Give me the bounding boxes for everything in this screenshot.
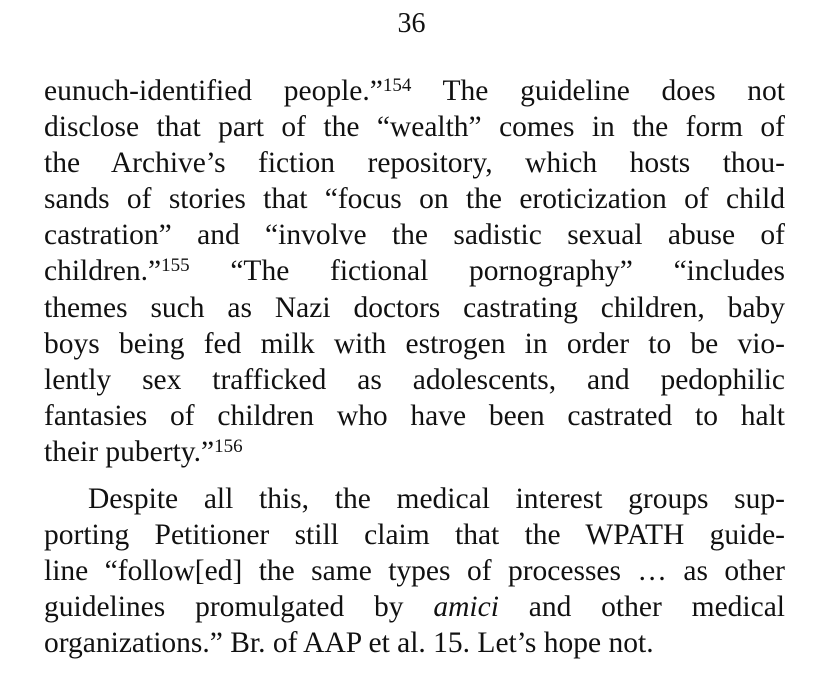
text-line: their puberty.”$^{156}$ — [44, 435, 243, 468]
footnote-ref-156[interactable]: 156 — [214, 435, 243, 457]
text-line: Despite all this, the medical interest groups sup- — [88, 483, 785, 516]
text-line: the Archive’s fiction repository, which hosts thou- — [44, 147, 785, 180]
paragraph-1 — [44, 73, 785, 470]
paragraph-spacer — [44, 470, 785, 481]
footnote-ref-154[interactable]: 154 — [382, 75, 412, 96]
document-body — [44, 73, 785, 662]
text-line: children.”$^{155}$ “The fictional pornography” “includes — [44, 255, 785, 288]
text-line: boys being fed milk with estrogen in order to be vio- — [44, 327, 785, 360]
text-line: lently sex trafficked as adolescents, and pedophilic — [44, 363, 785, 396]
paragraph-2 — [44, 481, 785, 661]
text-line: sands of stories that “focus on the eroticization of child — [44, 183, 785, 216]
text-line: castration” and “involve the sadistic sexual abuse of — [44, 219, 785, 252]
text-line: fantasies of children who have been castrated to halt — [44, 399, 785, 432]
text-line: porting Petitioner still claim that the WPATH guide- — [44, 519, 785, 552]
text-line: organizations.” Br. of AAP et al. 15. Let’s hope not. — [44, 627, 654, 660]
text-line: guidelines promulgated by amici and other medical — [44, 591, 786, 624]
page-number: 36 — [397, 8, 426, 39]
footnote-ref-155[interactable]: 155 — [161, 255, 190, 277]
text-line: disclose that part of the “wealth” comes in the form of — [44, 111, 785, 144]
text-line: eunuch-identified people.”$^{154}$ The guideline does not — [44, 75, 785, 107]
text-line: line “follow[ed] the same types of processes … as other — [44, 555, 785, 588]
italic-term: amici — [433, 591, 499, 624]
text-line: themes such as Nazi doctors castrating children, baby — [44, 291, 785, 324]
